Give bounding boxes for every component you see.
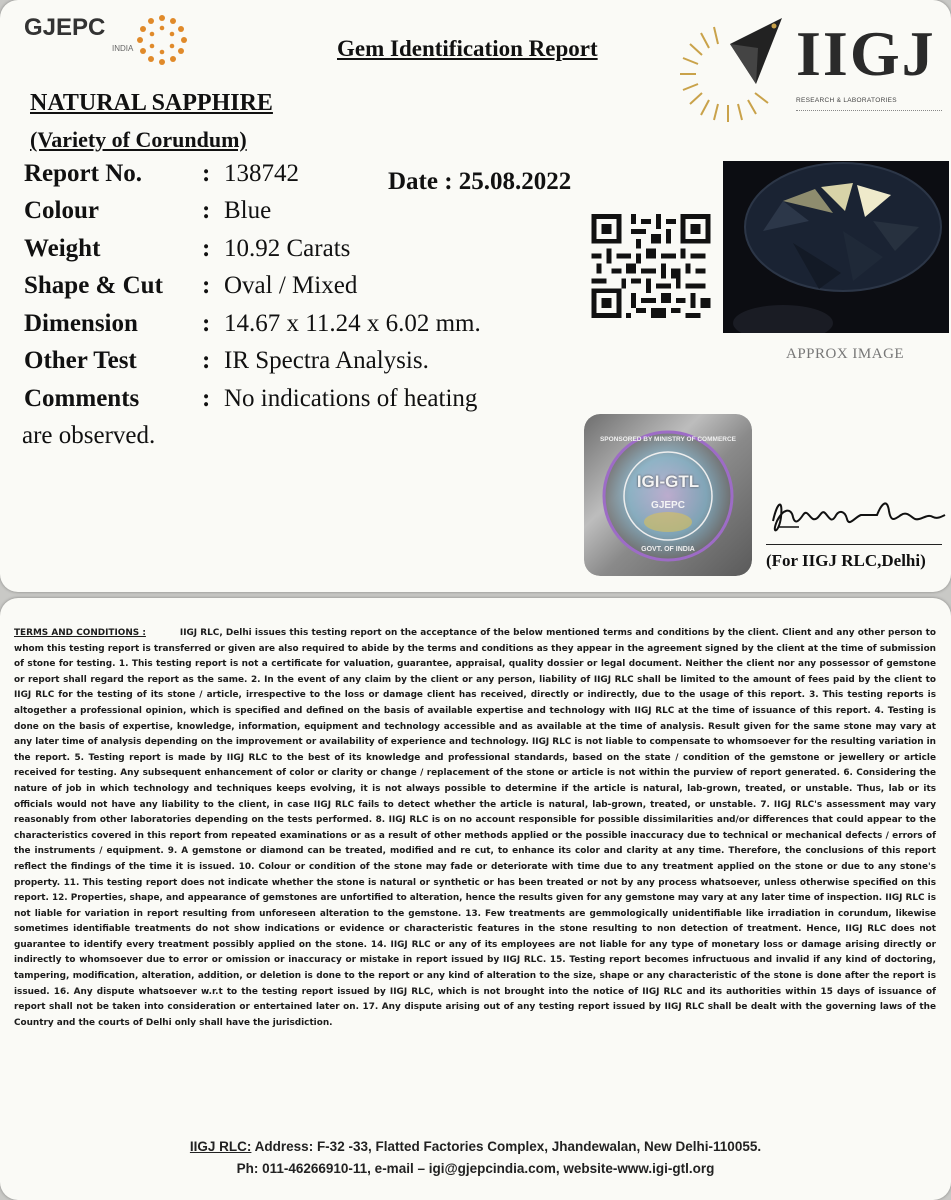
approx-image-caption: APPROX IMAGE (786, 346, 905, 362)
gjepc-logo-subtext: INDIA (112, 44, 134, 53)
field-value: 10.92 Carats (224, 235, 351, 262)
field-label: Shape & Cut (24, 272, 163, 299)
field-colon: : (202, 310, 211, 337)
report-date: Date : 25.08.2022 (388, 168, 572, 195)
address-label: IIGJ RLC: (189, 1139, 252, 1154)
field-label: Dimension (24, 310, 138, 337)
field-colon: : (202, 347, 211, 374)
iigj-logo-subtext: RESEARCH & LABORATORIES (796, 97, 897, 104)
terms-heading: TERMS AND CONDITIONS : (14, 628, 146, 638)
signature-caption: (For IIGJ RLC,Delhi) (766, 551, 926, 570)
field-value: No indications of heating (224, 385, 478, 412)
field-label: Weight (24, 235, 101, 262)
lab-address (0, 1136, 951, 1180)
iigj-logo-text: IIGJ (796, 18, 936, 89)
terms-body: IIGJ RLC, Delhi issues this testing report on the acceptance of the below mentioned terms and conditions by the client. Client and any other person to whom this testing report is transferred or given are also required to abide by the terms and conditions as they appear in the agreement signed by the client at the time of submission of stone for testing. 1. This testing report is not a certificate for valuation, guarantee, appraisal, quality dossier or legal document. Neither the client nor any possessor of gemstone or report shall regard the report as the same. 2. In the event of any claim by the client or any person, liability of IIGJ RLC shall be limited to the amount of fees paid by the client to IIGJ RLC for the testing of its stone / article, irrespective to the loss or damage client has received, directly or indirectly, due to the usage of this report. 3. This testing reports is altogether a professional opinion, which is specified and defined on the basis of available expertise and technology with IIGJ RLC at the time of issuance of this report. 4. Testing is done on the basis of expertise, knowledge, information, equipment and technology accessible and as available at the time of analysis. Result given for the same stone may vary at any later time of analysis depending on the improvement or availability of experience and technology. IIGJ RLC is not liable to compensate to whomsoever for the resulting variation in the report. 5. Testing report is made by IIGJ RLC to the best of its knowledge and professional standards, based on the state / condition of the gemstone or jewellery or article received for testing. Any subsequent enhancement of color or clarity or change / replacement of the stone or article is not within the purview of report generated. 6. Considering the nature of job in which technology and techniques keeps evolving, it is not always possible to determine if the article is natural, lab-grown, treated, or unstable. Thus, lab or its officials would not have any liability to the client, in case IIGJ RLC fails to detect whether the article is natural, lab-grown, treated, or unstable. 7. IIGJ RLC's assessment may vary reasonably from other laboratories depending on the tests performed. 8. IIGJ RLC is on no account responsible for possible dissimilarities and/or differences that could appear to the characteristics covered in this report from repeated examinations or as a result of other methods applied or the possible inaccuracy due to technical or mechanical defects / errors of the instruments / equipment. 9. A gemstone or diamond can be treated, modified and re cut, to enhance its color and clarity at any time. Therefore, the conclusions of this report reflect the findings of the time it is issued. 10. Colour or condition of the stone may fade or deteriorate with time due to any treatment applied on the stone or due to any stone's property. 11. This testing report does not indicate whether the stone is natural or synthetic or has been treated or not by any process whatsoever, unless otherwise specified on this report. 12. Properties, shape, and appearance of gemstones are unfortified to alteration, hence the results given for any gemstone may vary at any later time of inspection. IIGJ RLC is not liable for variation in report resulting from unforeseen alteration to the gemstone. 13. Few treatments are gemmologically unidentifiable like irradiation in corundum, likewise sometimes identifiable treatments do not show indications or evidence or characteristic features in the stone resulting to non detection of treatment. Hence, IIGJ RLC does not guarantee to identify every treatment possibly applied on the stone. 14. IIGJ RLC or any of its employees are not liable for any type of monetary loss or damage arising directly or indirectly to whomsoever due to error or omission or inaccuracy or mistake in report issued by IIGJ RLC. 15. Testing report becomes infructuous and invalid if any kind of doctoring, tampering, modification, alteration, addition, or deletion is done to the report or any kind of alteration to the size, shape or any characteristic of the stone is done after the report is issued. 16. Any dispute whatsoever w.r.t to the testing report issued by IIGJ RLC, which is not brought into the notice of IIGJ RLC and its authorities within 15 days of issuance of report shall not be taken into consideration or entertained later on. 17. Any dispute arising out of any testing report issued by IIGJ RLC shall be dealt with the governing laws of the Country and the courts of Delhi only shall have the jurisdiction. (14, 628, 936, 1028)
hologram-bottom-text: GOVT. OF INDIA (641, 546, 695, 553)
field-colon: : (202, 197, 211, 224)
gem-photo (723, 161, 949, 333)
field-colon: : (202, 385, 211, 412)
signature (765, 487, 950, 543)
report-title: Gem Identification Report (337, 36, 598, 61)
sapphire-gem-image (723, 161, 949, 333)
report-card-back (0, 598, 951, 1200)
report-card-front (0, 0, 951, 592)
field-colon: : (202, 160, 211, 187)
address-text: Address: F-32 -33, Flatted Factories Complex, Jhandewalan, New Delhi-110055. (251, 1139, 762, 1154)
signature-line (766, 544, 942, 545)
gjepc-logo (24, 14, 134, 53)
qr-code[interactable] (591, 214, 711, 318)
field-colon: : (202, 235, 211, 262)
field-label: Report No. (24, 160, 143, 187)
hologram-arc-text: SPONSORED BY MINISTRY OF COMMERCE (599, 436, 737, 443)
stone-variety: (Variety of Corundum) (30, 127, 247, 152)
hologram-seal (584, 414, 752, 576)
field-value: 14.67 x 11.24 x 6.02 mm. (224, 310, 481, 337)
field-value: Blue (224, 197, 272, 224)
hologram-center-text: IGI-GTL (636, 472, 700, 491)
divider (796, 110, 942, 111)
field-value: IR Spectra Analysis. (224, 347, 429, 374)
field-label: Other Test (24, 347, 137, 374)
terms-and-conditions (14, 626, 936, 1031)
stone-name: NATURAL SAPPHIRE (30, 90, 273, 116)
iigj-logo (678, 14, 948, 124)
gjepc-logo-text: GJEPC (24, 14, 106, 41)
hologram-sub-text: GJEPC (651, 500, 685, 511)
field-value: 138742 (224, 160, 299, 187)
gjepc-sunburst-icon (133, 10, 191, 68)
iigj-emblem-icon (678, 14, 790, 124)
field-label: Comments (24, 385, 140, 412)
comments-continued: are observed. (22, 422, 156, 449)
address-line-1 (0, 1136, 951, 1158)
field-value: Oval / Mixed (224, 272, 358, 299)
field-colon: : (202, 272, 211, 299)
field-label: Colour (24, 197, 99, 224)
address-line-2: Ph: 011-46266910-11, e-mail – igi@gjepcindia.com, website-www.igi-gtl.org (236, 1161, 715, 1176)
